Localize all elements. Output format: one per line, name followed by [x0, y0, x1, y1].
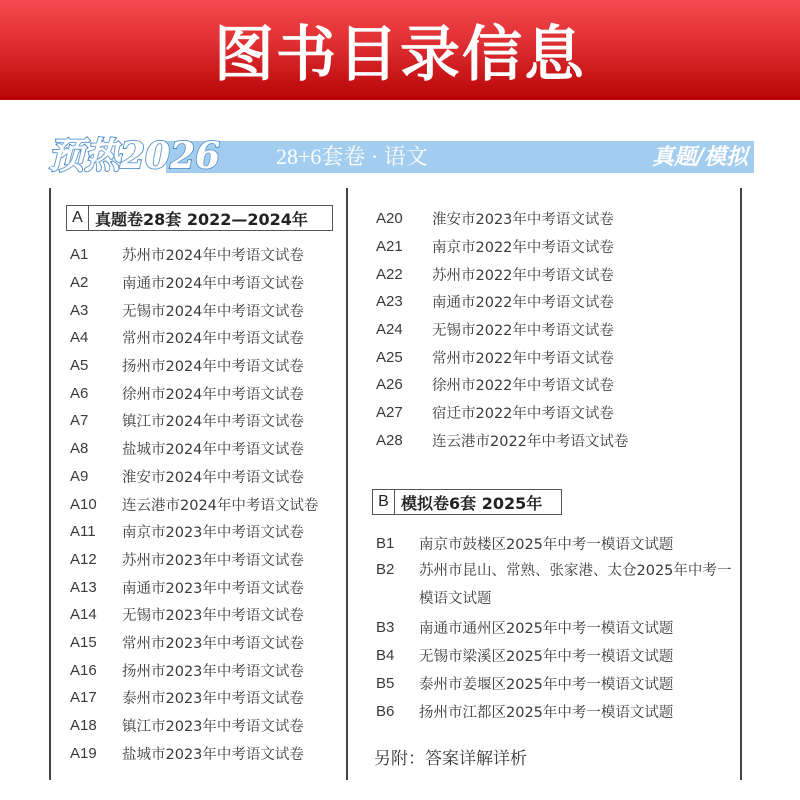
- column-divider-middle: [346, 188, 348, 780]
- section-b-heading: [372, 489, 562, 515]
- toc-item: A8 盐城市2024年中考语文试卷: [70, 440, 304, 459]
- section-b-letter: B: [373, 490, 395, 514]
- series-logo: 预热2026: [48, 135, 221, 177]
- toc-item: A14 无锡市2023年中考语文试卷: [70, 606, 304, 625]
- toc-item: A9 淮安市2024年中考语文试卷: [70, 467, 304, 486]
- series-subtitle: 28+6套卷 · 语文: [276, 144, 428, 169]
- column-divider-left: [49, 188, 51, 780]
- toc-item: A12 苏州市2023年中考语文试卷: [70, 550, 304, 569]
- banner-title: 图书目录信息: [214, 20, 586, 90]
- section-a-letter: A: [67, 206, 89, 230]
- toc-item: A5 扬州市2024年中考语文试卷: [70, 357, 304, 376]
- toc-item: A17 泰州市2023年中考语文试卷: [70, 689, 304, 708]
- toc-item: A27 宿迁市2022年中考语文试卷: [376, 404, 614, 423]
- toc-item: B5 泰州市姜堰区2025年中考一模语文试题: [376, 674, 674, 693]
- section-a-list-column-1: [70, 241, 318, 767]
- toc-item: B2 苏州市昆山、常熟、张家港、太仓2025年中考一模语文试题: [376, 561, 732, 607]
- toc-item: A25 常州市2022年中考语文试卷: [376, 348, 614, 367]
- toc-item: A18 镇江市2023年中考语文试卷: [70, 717, 304, 736]
- toc-item: A19 盐城市2023年中考语文试卷: [70, 744, 304, 763]
- section-b-title: 模拟卷6套 2025年: [401, 493, 543, 513]
- toc-item: A24 无锡市2022年中考语文试卷: [376, 321, 614, 340]
- toc-item: A4 常州市2024年中考语文试卷: [70, 329, 304, 348]
- toc-item: A1 苏州市2024年中考语文试卷: [70, 246, 304, 265]
- toc-item: A15 常州市2023年中考语文试卷: [70, 633, 304, 652]
- toc-item: A20 淮安市2023年中考语文试卷: [376, 210, 614, 229]
- toc-item: A7 镇江市2024年中考语文试卷: [70, 412, 304, 431]
- toc-item: A28 连云港市2022年中考语文试卷: [376, 431, 629, 450]
- toc-item: B1 南京市鼓楼区2025年中考一模语文试题: [376, 534, 674, 553]
- toc-item: A3 无锡市2024年中考语文试卷: [70, 301, 304, 320]
- toc-item: A10 连云港市2024年中考语文试卷: [70, 495, 319, 514]
- toc-item: A2 南通市2024年中考语文试卷: [70, 274, 304, 293]
- toc-item: A13 南通市2023年中考语文试卷: [70, 578, 304, 597]
- toc-item: A23 南通市2022年中考语文试卷: [376, 293, 614, 312]
- toc-item: B3 南通市通州区2025年中考一模语文试题: [376, 618, 674, 637]
- series-type-label: 真题/模拟: [651, 144, 748, 170]
- title-banner: [0, 0, 800, 100]
- toc-item: A26 徐州市2022年中考语文试卷: [376, 376, 614, 395]
- toc-item: A22 苏州市2022年中考语文试卷: [376, 265, 614, 284]
- section-a-title: 真题卷28套 2022—2024年: [95, 209, 308, 229]
- toc-item: A11 南京市2023年中考语文试卷: [70, 523, 304, 542]
- column-divider-right: [740, 188, 742, 780]
- appendix-note: 另附：答案详解详析: [374, 749, 527, 769]
- section-a-heading: [66, 205, 333, 231]
- toc-item: A6 徐州市2024年中考语文试卷: [70, 384, 304, 403]
- toc-item: B4 无锡市梁溪区2025年中考一模语文试题: [376, 646, 674, 665]
- toc-item: A16 扬州市2023年中考语文试卷: [70, 661, 304, 680]
- toc-item: B6 扬州市江都区2025年中考一模语文试题: [376, 702, 674, 721]
- section-b-list: [376, 529, 739, 725]
- section-a-list-column-2: [376, 205, 628, 454]
- series-header: [46, 135, 754, 177]
- toc-item: A21 南京市2022年中考语文试卷: [376, 238, 614, 257]
